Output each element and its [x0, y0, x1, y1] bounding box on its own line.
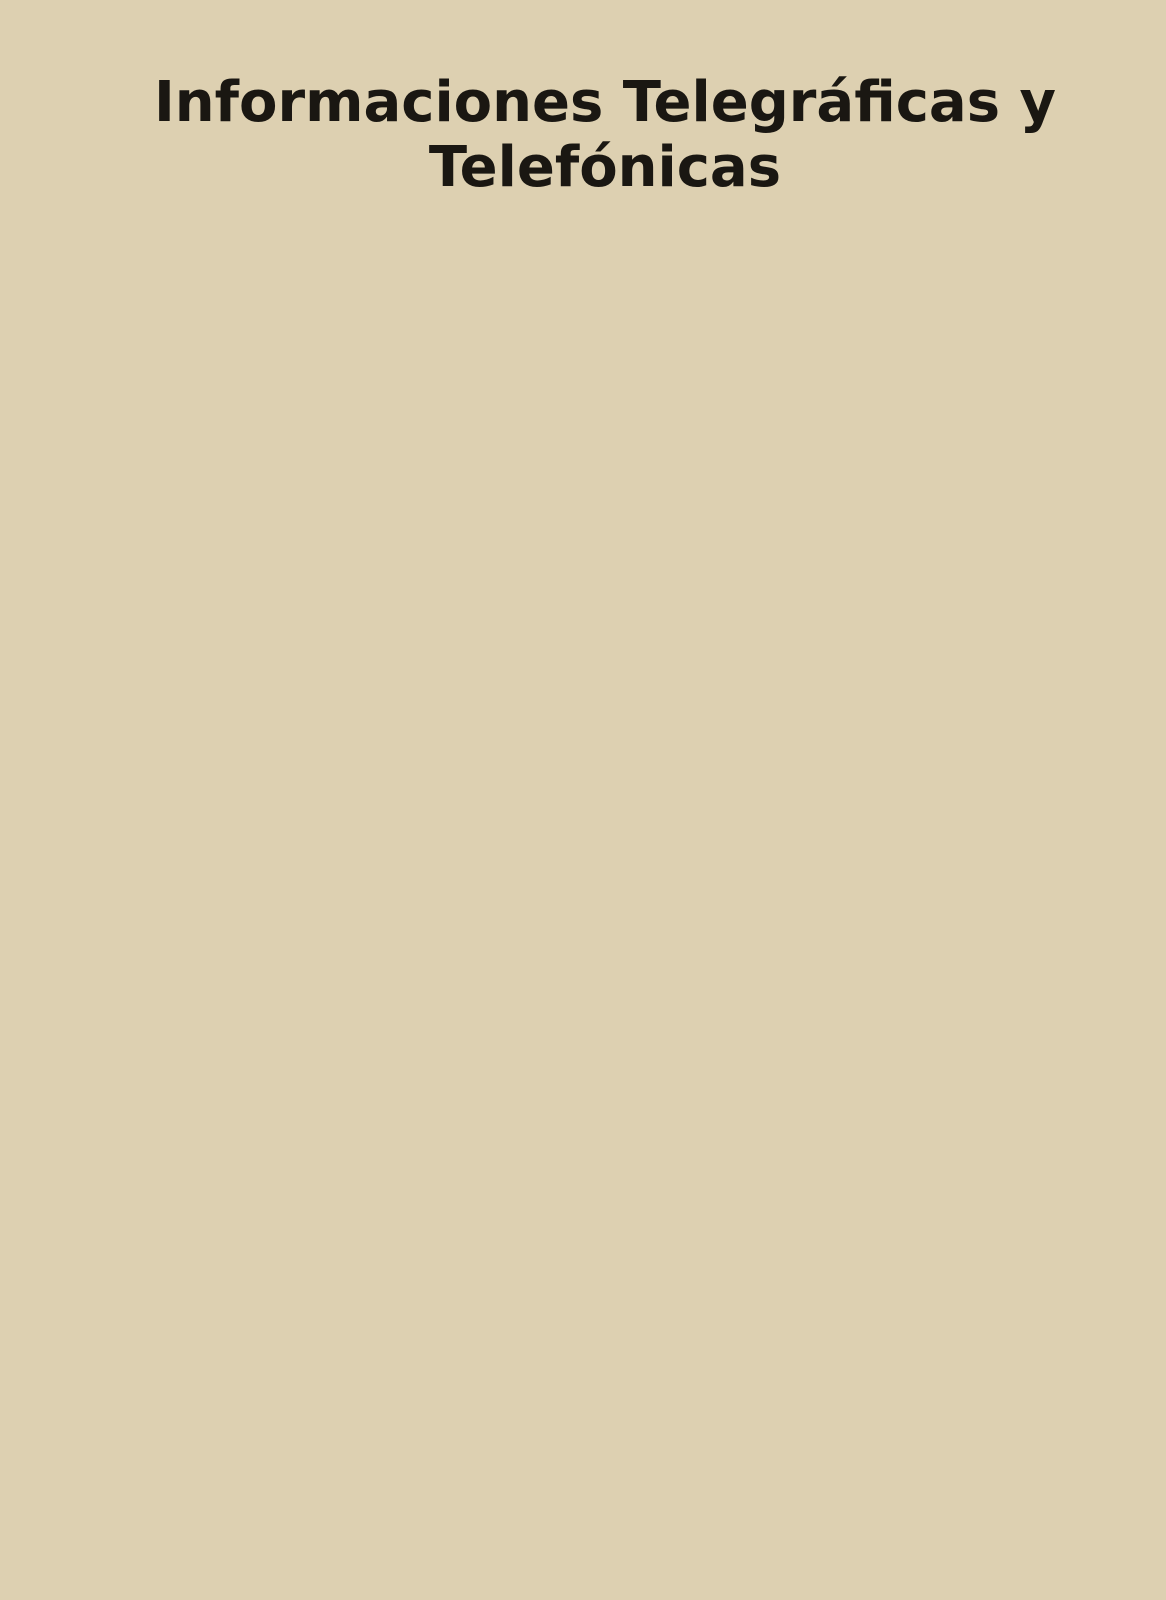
headline: Informaciones Telegráficas y Telefónicas [153, 70, 1057, 200]
